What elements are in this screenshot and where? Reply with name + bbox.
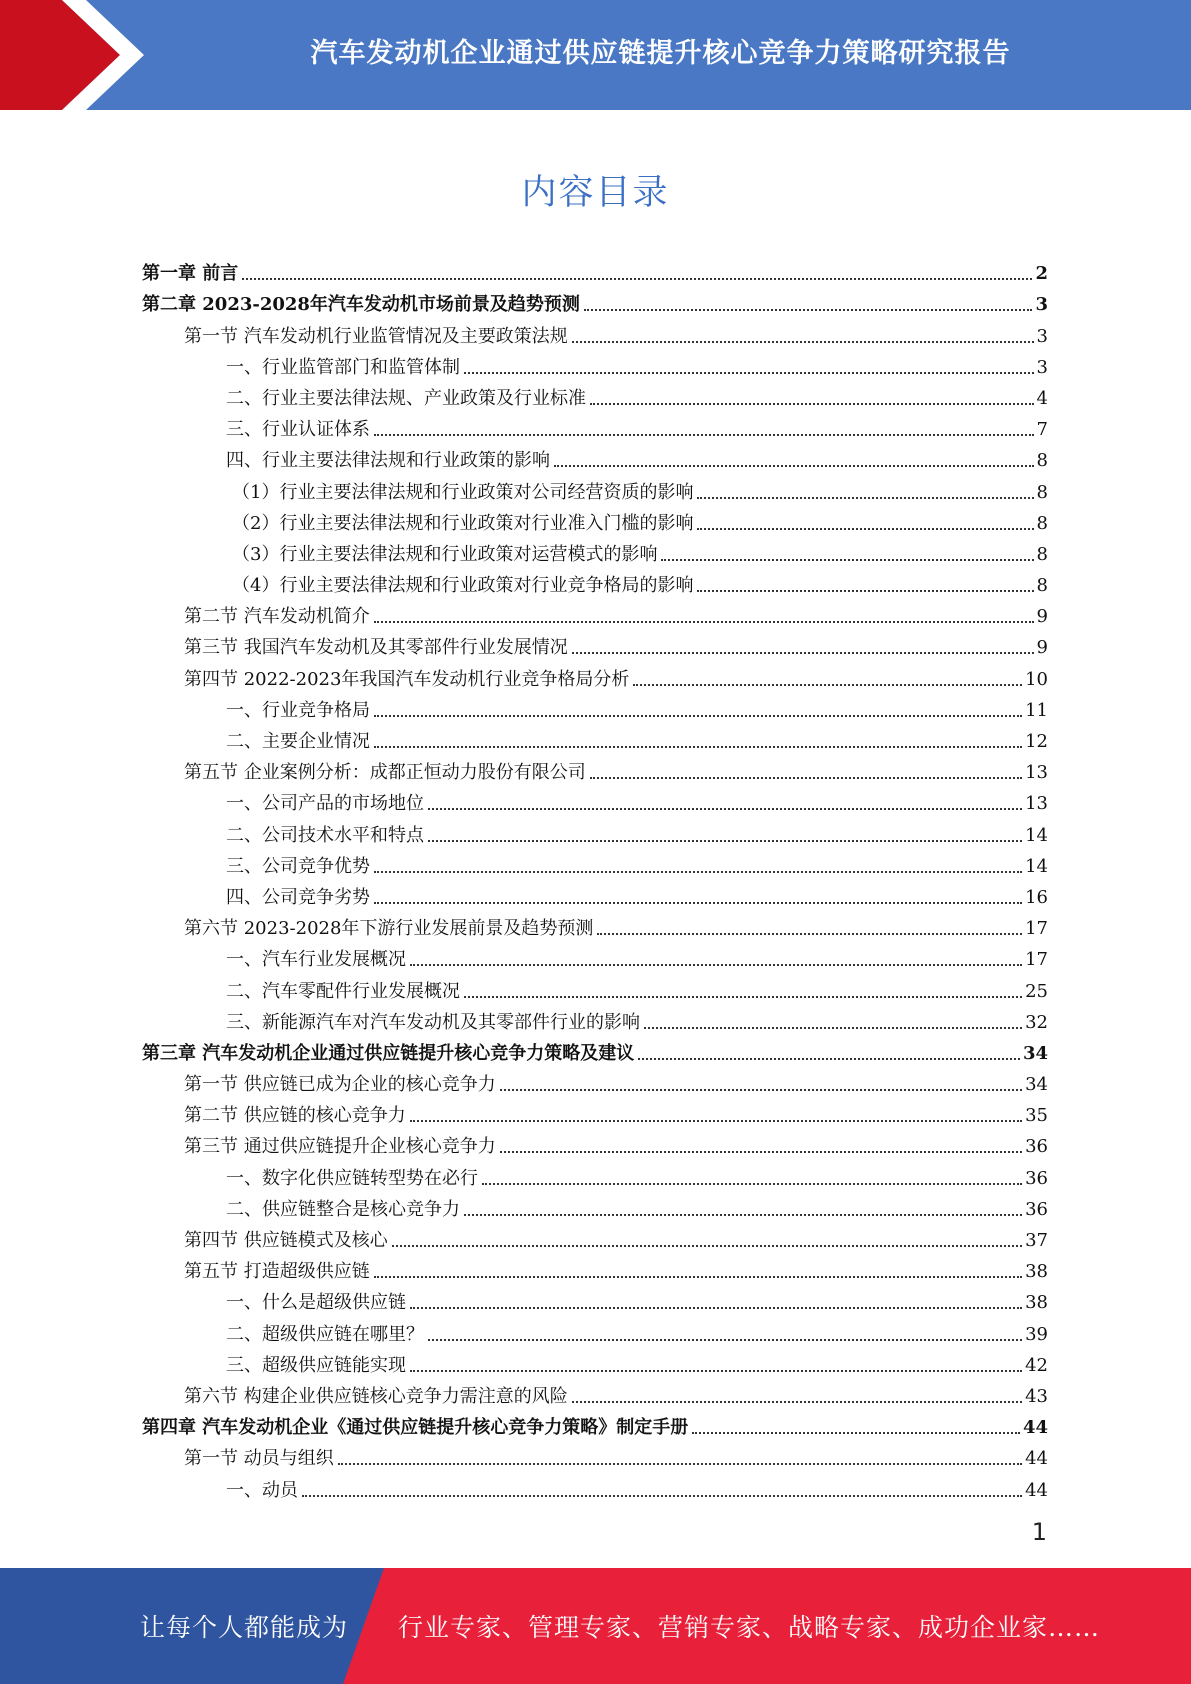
toc-entry-sub[interactable] — [142, 566, 1048, 597]
toc-entry-chapter[interactable] — [142, 285, 1048, 316]
toc-entry-section[interactable] — [142, 659, 1048, 690]
toc-entry-chapter[interactable] — [142, 254, 1048, 285]
toc-dot-leader — [590, 777, 1022, 779]
toc-entry-section[interactable] — [142, 1439, 1048, 1470]
toc-dot-leader — [644, 1027, 1022, 1029]
toc-entry-label: 二、行业主要法律法规、产业政策及行业标准 — [226, 387, 586, 409]
toc-entry-item[interactable] — [142, 348, 1048, 379]
toc-dot-leader — [572, 1401, 1022, 1403]
toc-dot-leader — [428, 840, 1022, 842]
toc-entry-page: 11 — [1025, 699, 1048, 721]
toc-entry-label: 一、什么是超级供应链 — [226, 1292, 406, 1314]
toc-entry-page: 34 — [1022, 1042, 1048, 1064]
toc-entry-item[interactable] — [142, 1314, 1048, 1345]
toc-entry-label: 第三节 我国汽车发动机及其零部件行业发展情况 — [184, 637, 568, 659]
toc-entry-page: 35 — [1025, 1105, 1048, 1127]
toc-entry-label: 一、行业竞争格局 — [226, 699, 370, 721]
toc-entry-label: 一、动员 — [226, 1479, 298, 1501]
toc-entry-section[interactable] — [142, 1127, 1048, 1158]
toc-entry-label: 三、公司竞争优势 — [226, 855, 370, 877]
toc-entry-page: 4 — [1036, 387, 1048, 409]
toc-entry-sub[interactable] — [142, 535, 1048, 566]
toc-entry-section[interactable] — [142, 1377, 1048, 1408]
toc-entry-section[interactable] — [142, 1096, 1048, 1127]
toc-entry-page: 14 — [1025, 824, 1048, 846]
toc-entry-label: 第二节 汽车发动机简介 — [184, 606, 370, 628]
toc-dot-leader — [584, 309, 1033, 311]
toc-entry-page: 32 — [1025, 1011, 1048, 1033]
toc-entry-sub[interactable] — [142, 472, 1048, 503]
toc-dot-leader — [590, 403, 1034, 405]
toc-entry-item[interactable] — [142, 1190, 1048, 1221]
toc-entry-label: 四、行业主要法律法规和行业政策的影响 — [226, 450, 550, 472]
toc-entry-page: 12 — [1025, 731, 1048, 752]
toc-entry-label: （4）行业主要法律法规和行业政策对行业竞争格局的影响 — [232, 575, 694, 597]
toc-entry-section[interactable] — [142, 753, 1048, 784]
toc-entry-section[interactable] — [142, 316, 1048, 347]
toc-entry-label: 第一节 供应链已成为企业的核心竞争力 — [184, 1074, 496, 1096]
toc-entry-label: 一、公司产品的市场地位 — [226, 793, 424, 815]
toc-dot-leader — [597, 933, 1022, 935]
toc-entry-label: 第二章 2023-2028年汽车发动机市场前景及趋势预测 — [142, 294, 580, 316]
toc-entry-page: 43 — [1025, 1385, 1048, 1407]
toc-dot-leader — [302, 1495, 1022, 1497]
toc-entry-page: 38 — [1025, 1292, 1048, 1314]
toc-entry-page: 8 — [1036, 543, 1048, 565]
toc-entry-item[interactable] — [142, 940, 1048, 971]
toc-entry-page: 9 — [1036, 637, 1048, 659]
toc-entry-label: 二、超级供应链在哪里？ — [226, 1323, 424, 1345]
toc-dot-leader — [638, 1058, 1020, 1060]
toc-entry-item[interactable] — [142, 815, 1048, 846]
page-number: 1 — [1031, 1518, 1047, 1546]
toc-entry-label: 第一节 汽车发动机行业监管情况及主要政策法规 — [184, 325, 568, 347]
toc-entry-page: 44 — [1022, 1417, 1048, 1439]
toc-dot-leader — [428, 1339, 1022, 1341]
toc-dot-leader — [482, 1183, 1022, 1185]
toc-dot-leader — [464, 372, 1034, 374]
toc-entry-item[interactable] — [142, 441, 1048, 472]
toc-entry-item[interactable] — [142, 1003, 1048, 1034]
toc-entry-label: 三、超级供应链能实现 — [226, 1354, 406, 1376]
toc-entry-label: （3）行业主要法律法规和行业政策对运营模式的影响 — [232, 543, 658, 565]
toc-entry-page: 8 — [1036, 450, 1048, 472]
toc-entry-page: 37 — [1025, 1230, 1048, 1251]
toc-entry-label: 第六节 构建企业供应链核心竞争力需注意的风险 — [184, 1385, 568, 1407]
toc-dot-leader — [464, 1214, 1022, 1216]
toc-entry-item[interactable] — [142, 410, 1048, 441]
toc-entry-label: 第五节 企业案例分析：成都正恒动力股份有限公司 — [184, 762, 586, 784]
toc-entry-page: 34 — [1025, 1074, 1048, 1096]
toc-entry-label: 二、公司技术水平和特点 — [226, 824, 424, 846]
toc-dot-leader — [374, 1276, 1022, 1278]
toc-entry-label: 一、行业监管部门和监管体制 — [226, 356, 460, 378]
toc-entry-item[interactable] — [142, 1470, 1048, 1501]
toc-entry-section[interactable] — [142, 1065, 1048, 1096]
toc-entry-label: 第四节 2022-2023年我国汽车发动机行业竞争格局分析 — [184, 668, 630, 690]
toc-dot-leader — [392, 1245, 1022, 1247]
page-header — [0, 0, 1191, 110]
toc-entry-section[interactable] — [142, 1252, 1048, 1283]
toc-dot-leader — [374, 434, 1034, 436]
toc-entry-section[interactable] — [142, 1221, 1048, 1252]
toc-entry-label: 三、行业认证体系 — [226, 419, 370, 441]
toc-entry-page: 44 — [1025, 1479, 1048, 1501]
toc-entry-page: 7 — [1036, 419, 1048, 441]
footer-slogan-left: 让每个人都能成为 — [140, 1613, 349, 1642]
toc-entry-label: 第五节 打造超级供应链 — [184, 1261, 370, 1283]
toc-entry-page: 16 — [1025, 886, 1048, 908]
toc-entry-page: 36 — [1025, 1136, 1048, 1158]
toc-entry-label: 一、汽车行业发展概况 — [226, 949, 406, 971]
toc-entry-label: 一、数字化供应链转型势在必行 — [226, 1167, 478, 1189]
toc-dot-leader — [410, 964, 1022, 966]
toc-entry-sub[interactable] — [142, 504, 1048, 535]
toc-entry-label: 二、汽车零配件行业发展概况 — [226, 980, 460, 1002]
toc-entry-section[interactable] — [142, 597, 1048, 628]
toc-entry-page: 36 — [1025, 1198, 1048, 1220]
toc-dot-leader — [554, 465, 1034, 467]
toc-entry-page: 25 — [1025, 980, 1048, 1002]
toc-entry-page: 17 — [1025, 918, 1048, 940]
toc-entry-label: 第三章 汽车发动机企业通过供应链提升核心竞争力策略及建议 — [142, 1042, 635, 1064]
toc-entry-chapter[interactable] — [142, 1408, 1048, 1439]
toc-entry-page: 13 — [1025, 762, 1048, 784]
toc-heading: 内容目录 — [521, 173, 670, 213]
toc-dot-leader — [464, 996, 1022, 998]
toc-dot-leader — [697, 497, 1033, 499]
toc-dot-leader — [500, 1151, 1022, 1153]
toc-entry-page: 8 — [1036, 512, 1048, 534]
toc-dot-leader — [374, 621, 1034, 623]
toc-entry-label: 第四节 供应链模式及核心 — [184, 1230, 388, 1251]
toc-entry-page: 17 — [1025, 949, 1048, 971]
toc-entry-label: 三、新能源汽车对汽车发动机及其零部件行业的影响 — [226, 1011, 640, 1033]
toc-entry-item[interactable] — [142, 1283, 1048, 1314]
toc-entry-item[interactable] — [142, 847, 1048, 878]
toc-entry-chapter[interactable] — [142, 1034, 1048, 1065]
toc-entry-page: 38 — [1025, 1261, 1048, 1283]
toc-entry-page: 3 — [1036, 356, 1048, 378]
toc-entry-label: 第三节 通过供应链提升企业核心竞争力 — [184, 1136, 496, 1158]
toc-dot-leader — [374, 746, 1022, 748]
page-footer — [0, 1568, 1191, 1684]
toc-dot-leader — [697, 590, 1033, 592]
toc-dot-leader — [410, 1120, 1022, 1122]
header-arrow-decoration — [0, 0, 160, 110]
toc-entry-item[interactable] — [142, 691, 1048, 722]
toc-entry-item[interactable] — [142, 1158, 1048, 1189]
toc-dot-leader — [661, 559, 1033, 561]
toc-dot-leader — [242, 278, 1032, 280]
toc-entry-label: 第一节 动员与组织 — [184, 1448, 334, 1470]
toc-entry-page: 8 — [1036, 481, 1048, 503]
toc-entry-page: 2 — [1035, 263, 1048, 285]
toc-entry-label: 二、主要企业情况 — [226, 731, 370, 752]
toc-entry-item[interactable] — [142, 722, 1048, 753]
toc-dot-leader — [428, 808, 1022, 810]
toc-entry-label: （1）行业主要法律法规和行业政策对公司经营资质的影响 — [232, 481, 694, 503]
toc-entry-item[interactable] — [142, 1346, 1048, 1377]
toc-entry-page: 8 — [1036, 575, 1048, 597]
toc-entry-item[interactable] — [142, 878, 1048, 909]
toc-dot-leader — [572, 652, 1034, 654]
toc-entry-item[interactable] — [142, 379, 1048, 410]
toc-dot-leader — [500, 1089, 1022, 1091]
toc-entry-label: 第四章 汽车发动机企业《通过供应链提升核心竞争力策略》制定手册 — [142, 1417, 689, 1439]
toc-dot-leader — [338, 1463, 1022, 1465]
report-title: 汽车发动机企业通过供应链提升核心竞争力策略研究报告 — [310, 37, 1011, 69]
toc-dot-leader — [374, 715, 1022, 717]
toc-dot-leader — [410, 1307, 1022, 1309]
toc-entry-page: 13 — [1025, 793, 1048, 815]
toc-entry-page: 42 — [1025, 1354, 1048, 1376]
toc-entry-label: 四、公司竞争劣势 — [226, 886, 370, 908]
toc-entry-label: 第二节 供应链的核心竞争力 — [184, 1105, 406, 1127]
toc-entry-label: 二、供应链整合是核心竞争力 — [226, 1198, 460, 1220]
toc-dot-leader — [697, 528, 1033, 530]
toc-entry-section[interactable] — [142, 628, 1048, 659]
toc-entry-label: 第一章 前言 — [142, 263, 239, 285]
toc-entry-item[interactable] — [142, 784, 1048, 815]
toc-entry-label: 第六节 2023-2028年下游行业发展前景及趋势预测 — [184, 918, 594, 940]
toc-dot-leader — [692, 1432, 1020, 1434]
toc-entry-page: 9 — [1036, 606, 1048, 628]
toc-dot-leader — [374, 902, 1022, 904]
toc-entry-page: 44 — [1025, 1448, 1048, 1470]
toc-entry-page: 3 — [1035, 294, 1048, 316]
toc-dot-leader — [572, 341, 1034, 343]
table-of-contents — [142, 254, 1048, 1502]
toc-entry-section[interactable] — [142, 909, 1048, 940]
toc-entry-page: 36 — [1025, 1167, 1048, 1189]
footer-slogan-right: 行业专家、管理专家、营销专家、战略专家、成功企业家…… — [398, 1613, 1101, 1642]
toc-entry-item[interactable] — [142, 971, 1048, 1002]
toc-dot-leader — [633, 684, 1022, 686]
toc-dot-leader — [374, 871, 1022, 873]
toc-dot-leader — [410, 1370, 1022, 1372]
toc-entry-page: 3 — [1036, 325, 1048, 347]
toc-entry-page: 14 — [1025, 855, 1048, 877]
toc-entry-page: 10 — [1025, 668, 1048, 690]
toc-entry-label: （2）行业主要法律法规和行业政策对行业准入门槛的影响 — [232, 512, 694, 534]
toc-entry-page: 39 — [1025, 1323, 1048, 1345]
